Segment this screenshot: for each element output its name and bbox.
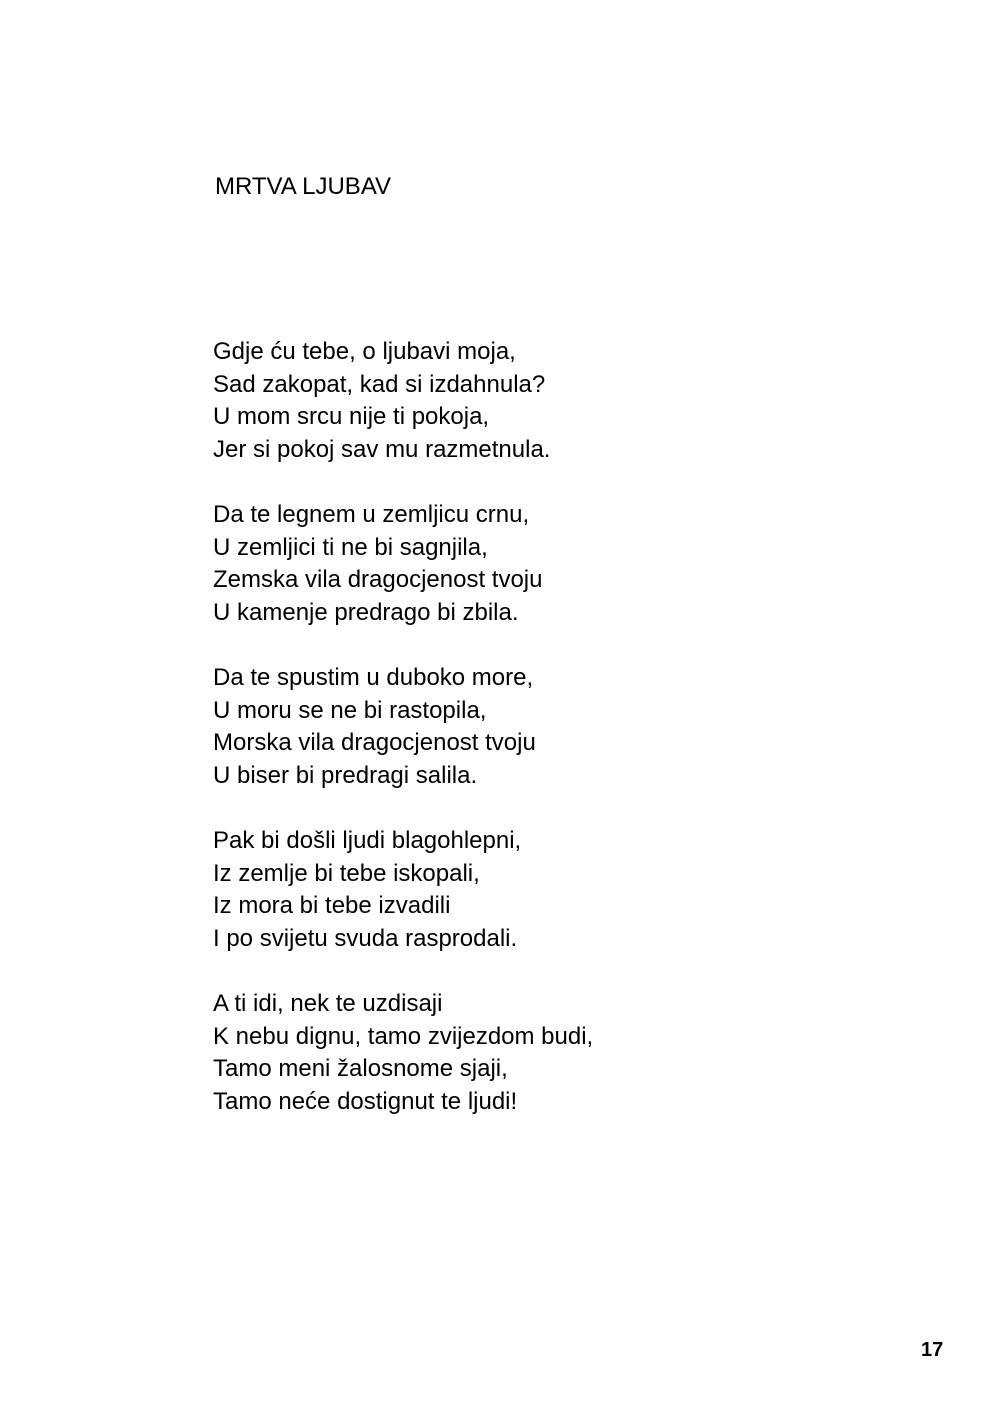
poem-line: Pak bi došli ljudi blagohlepni, (213, 827, 522, 854)
stanza-2 (213, 499, 913, 629)
poem-line: Iz mora bi tebe izvadili (213, 892, 451, 919)
poem-line: U moru se ne bi rastopila, (213, 696, 487, 724)
poem-line: Sad zakopat, kad si izdahnula? (213, 370, 546, 398)
poem-line: Morska vila dragocjenost tvoju (213, 729, 536, 756)
poem-line: A ti idi, nek te uzdisaji (213, 990, 443, 1017)
poem-line: U mom srcu nije ti pokoja, (213, 403, 490, 430)
poem-line: Tamo neće dostignut te ljudi! (213, 1087, 518, 1115)
poem-title: MRTVA LJUBAV (215, 173, 392, 200)
poem-line: Jer si pokoj sav mu razmetnula. (213, 435, 551, 463)
stanza-1 (213, 336, 913, 466)
poem-line: I po svijetu svuda rasprodali. (213, 924, 518, 952)
poem-line: Gdje ću tebe, o ljubavi moja, (213, 338, 516, 365)
stanza-4 (213, 825, 913, 955)
poem-line: Tamo meni žalosnome sjaji, (213, 1055, 508, 1082)
poem-body (213, 336, 913, 1151)
poem-line: U kamenje predrago bi zbila. (213, 598, 519, 626)
stanza-3 (213, 662, 913, 792)
poem-line: K nebu dignu, tamo zvijezdom budi, (213, 1022, 594, 1050)
poem-line: Iz zemlje bi tebe iskopali, (213, 859, 480, 887)
poem-line: Da te legnem u zemljicu crnu, (213, 501, 530, 528)
poem-line: U biser bi predragi salila. (213, 761, 478, 789)
poem-line: Da te spustim u duboko more, (213, 664, 534, 691)
poem-line: U zemljici ti ne bi sagnjila, (213, 533, 488, 561)
page-number: 17 (921, 1339, 944, 1361)
stanza-5 (213, 988, 913, 1118)
poem-line: Zemska vila dragocjenost tvoju (213, 566, 543, 593)
